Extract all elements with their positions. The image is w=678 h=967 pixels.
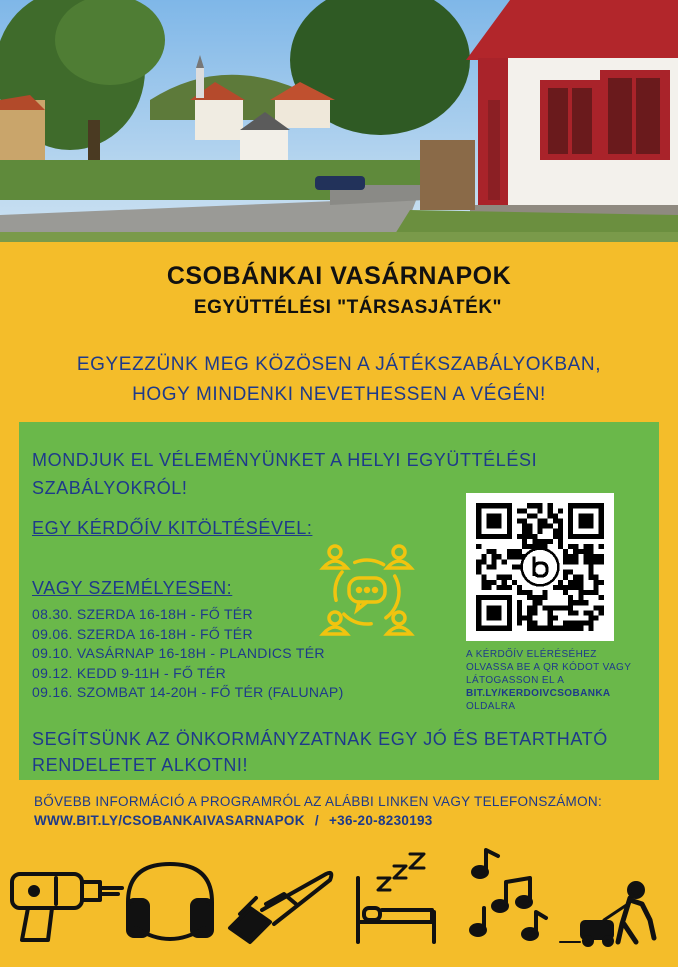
opinion-line-1: MONDJUK EL VÉLEMÉNYÜNKET A HELYI EGYÜTTÉLÉSI [32, 450, 538, 470]
qr-note-link-text[interactable]: BIT.LY/KERDOIVCSOBANKA [466, 688, 611, 699]
footer-link[interactable]: WWW.BIT.LY/CSOBANKAIVASARNAPOK [34, 813, 305, 828]
footer-phone[interactable]: +36-20-8230193 [328, 813, 433, 828]
closing-text [32, 726, 608, 778]
survey-heading: EGY KÉRDŐÍV KITÖLTÉSÉVEL: [32, 518, 313, 538]
sleeping-bed-icon [358, 854, 434, 942]
closing-line-2: RENDELETET ALKOTNI! [32, 755, 249, 775]
intro-line-1: EGYEZZÜNK MEG KÖZÖSEN A JÁTÉKSZABÁLYOKBAN, [76, 354, 602, 375]
header-photo [0, 0, 678, 242]
qr-code[interactable] [466, 493, 614, 641]
footer-info: BŐVEBB INFORMÁCIÓ A PROGRAMRÓL AZ ALÁBBI LINKEN VAGY TELEFONSZÁMON: [34, 794, 602, 809]
qr-note [466, 648, 656, 713]
closing-line-1: SEGÍTSÜNK AZ ÖNKORMÁNYZATNAK EGY JÓ ÉS BETARTHATÓ [32, 729, 608, 749]
qr-note-link[interactable] [466, 687, 656, 700]
page-title: CSOBÁNKAI VASÁRNAPOK [166, 262, 512, 290]
footer-separator: / [314, 813, 319, 828]
opinion-line-2: SZABÁLYOKRÓL! [32, 478, 188, 498]
schedule-list [32, 605, 344, 703]
headphones-icon [128, 864, 212, 939]
inperson-heading: VAGY SZEMÉLYESEN: [32, 578, 233, 598]
opinion-text [32, 446, 537, 502]
music-notes-icon [471, 850, 546, 939]
drill-icon [12, 874, 122, 940]
noise-icons-row [0, 838, 678, 962]
lawn-mower-icon [560, 883, 654, 945]
qr-note-line-3: LÁTOGASSON EL A [466, 675, 565, 686]
qr-note-line-2: OLVASSA BE A QR KÓDOT VAGY [466, 662, 632, 673]
chainsaw-icon [230, 873, 331, 942]
intro-text [0, 350, 678, 410]
footer-contact [34, 813, 433, 828]
qr-note-line-1: A KÉRDŐÍV ELÉRÉSÉHEZ [466, 649, 597, 660]
schedule-item: 09.16. SZOMBAT 14-20H - FŐ TÉR (FALUNAP) [32, 684, 344, 700]
page-subtitle: EGYÜTTÉLÉSI "TÁRSASJÁTÉK" [193, 297, 503, 318]
schedule-item: 09.06. SZERDA 16-18H - FŐ TÉR [32, 625, 253, 642]
qr-note-line-5: OLDALRA [466, 701, 516, 712]
schedule-item: 09.10. VASÁRNAP 16-18H - PLANDICS TÉR [32, 645, 325, 661]
schedule-item: 08.30. SZERDA 16-18H - FŐ TÉR [32, 606, 253, 622]
info-panel [19, 422, 659, 780]
schedule-item: 09.12. KEDD 9-11H - FŐ TÉR [32, 664, 227, 681]
intro-line-2: HOGY MINDENKI NEVETHESSEN A VÉGÉN! [132, 384, 546, 405]
